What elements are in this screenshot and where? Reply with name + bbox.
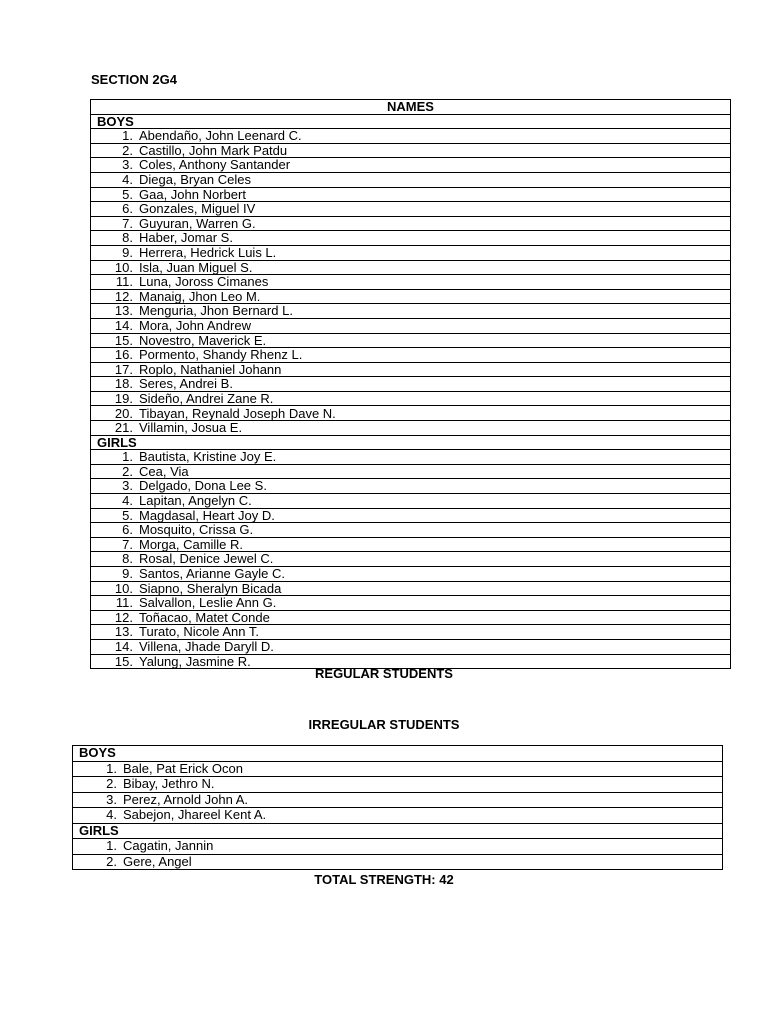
list-number: 2. <box>122 142 133 158</box>
student-entry <box>91 639 731 654</box>
student-entry <box>91 581 731 596</box>
student-name: Mora, John Andrew <box>139 317 252 333</box>
student-name: Bautista, Kristine Joy E. <box>139 449 277 465</box>
table-row <box>91 639 731 654</box>
student-name: Guyuran, Warren G. <box>139 215 256 231</box>
regular-students-table <box>90 99 731 669</box>
student-name: Sideño, Andrei Zane R. <box>139 390 274 406</box>
table-row <box>91 377 731 392</box>
student-entry <box>91 610 731 625</box>
student-entry <box>91 494 731 509</box>
table-row <box>91 625 731 640</box>
student-name: Bibay, Jethro N. <box>123 776 215 791</box>
table-row <box>91 275 731 290</box>
table-row <box>91 581 731 596</box>
regular-students-caption: REGULAR STUDENTS <box>315 666 453 681</box>
table-row <box>91 494 731 509</box>
list-number: 1. <box>106 838 117 853</box>
student-name: Salvallon, Leslie Ann G. <box>139 595 277 611</box>
list-number: 1. <box>106 760 117 776</box>
student-name: Diega, Bryan Celes <box>139 172 251 188</box>
table-row <box>91 348 731 363</box>
student-name: Abendaño, John Leenard C. <box>139 128 302 144</box>
student-entry <box>91 362 731 377</box>
student-name: Perez, Arnold John A. <box>123 791 249 807</box>
table-row <box>91 172 731 187</box>
list-number: 20. <box>114 405 133 421</box>
list-number: 12. <box>114 609 133 625</box>
student-name: Gere, Angel <box>123 853 192 869</box>
list-number: 2. <box>106 776 117 791</box>
student-entry <box>73 792 723 808</box>
student-name: Herrera, Hedrick Luis L. <box>139 244 277 260</box>
student-name: Cea, Via <box>139 463 189 479</box>
student-name: Villena, Jhade Daryll D. <box>139 639 274 655</box>
student-entry <box>73 761 723 777</box>
list-number: 5. <box>122 186 133 202</box>
student-name: Bale, Pat Erick Ocon <box>123 760 243 776</box>
table-row <box>91 610 731 625</box>
table-row <box>91 216 731 231</box>
list-number: 3. <box>106 791 117 807</box>
list-number: 2. <box>122 463 133 479</box>
table-row <box>73 792 723 808</box>
list-number: 8. <box>122 230 133 246</box>
names-header: NAMES <box>91 100 731 115</box>
student-name: Toñacao, Matet Conde <box>139 609 270 625</box>
student-name: Coles, Anthony Santander <box>139 157 291 173</box>
student-entry <box>91 289 731 304</box>
table-row <box>91 231 731 246</box>
list-number: 7. <box>122 536 133 552</box>
student-entry <box>91 143 731 158</box>
student-name: Mosquito, Crissa G. <box>139 522 254 538</box>
list-number: 17. <box>114 361 133 377</box>
table-row <box>91 421 731 436</box>
student-entry <box>91 202 731 217</box>
table-row <box>91 406 731 421</box>
list-number: 16. <box>114 347 133 363</box>
list-number: 15. <box>114 332 133 348</box>
table-row <box>73 839 723 855</box>
student-entry <box>91 464 731 479</box>
list-number: 21. <box>114 420 133 436</box>
student-entry <box>91 187 731 202</box>
student-name: Villamin, Josua E. <box>139 420 243 436</box>
student-name: Turato, Nicole Ann T. <box>139 624 259 640</box>
list-number: 1. <box>122 128 133 144</box>
student-entry <box>91 406 731 421</box>
list-number: 6. <box>122 201 133 217</box>
list-number: 4. <box>122 172 133 188</box>
student-entry <box>91 508 731 523</box>
student-name: Delgado, Dona Lee S. <box>139 478 267 494</box>
student-name: Manaig, Jhon Leo M. <box>139 288 261 304</box>
student-name: Isla, Juan Miguel S. <box>139 259 253 275</box>
student-entry <box>91 523 731 538</box>
student-name: Rosal, Denice Jewel C. <box>139 551 274 567</box>
table-row <box>91 187 731 202</box>
list-number: 10. <box>114 259 133 275</box>
student-entry <box>91 304 731 319</box>
student-name: Menguria, Jhon Bernard L. <box>139 303 293 319</box>
table-row <box>91 391 731 406</box>
list-number: 4. <box>122 493 133 509</box>
table-row <box>91 567 731 582</box>
list-number: 13. <box>114 303 133 319</box>
table-row <box>91 464 731 479</box>
list-number: 12. <box>114 288 133 304</box>
student-name: Gonzales, Miguel IV <box>139 201 256 217</box>
student-name: Yalung, Jasmine R. <box>139 653 251 669</box>
list-number: 18. <box>114 376 133 392</box>
list-number: 5. <box>122 507 133 523</box>
student-name: Lapitan, Angelyn C. <box>139 493 252 509</box>
list-number: 13. <box>114 624 133 640</box>
group-row-girls <box>73 823 723 839</box>
list-number: 10. <box>114 580 133 596</box>
student-name: Sabejon, Jhareel Kent A. <box>123 807 267 822</box>
table-row <box>91 508 731 523</box>
student-name: Magdasal, Heart Joy D. <box>139 507 275 523</box>
list-number: 14. <box>114 317 133 333</box>
student-name: Luna, Joross Cimanes <box>139 274 269 290</box>
table-row <box>91 260 731 275</box>
student-entry <box>91 479 731 494</box>
group-row-boys <box>73 746 723 762</box>
student-entry <box>73 839 723 855</box>
group-row-girls <box>91 435 731 450</box>
table-row <box>91 333 731 348</box>
table-row <box>91 143 731 158</box>
table-row <box>91 596 731 611</box>
boys-group-label: BOYS <box>73 746 723 762</box>
student-name: Novestro, Maverick E. <box>139 332 267 348</box>
student-entry <box>91 275 731 290</box>
student-entry <box>91 421 731 436</box>
table-header-row <box>91 100 731 115</box>
list-number: 9. <box>122 244 133 260</box>
table-row <box>91 289 731 304</box>
student-entry <box>91 231 731 246</box>
student-entry <box>91 172 731 187</box>
list-number: 19. <box>114 390 133 406</box>
table-row <box>91 318 731 333</box>
list-number: 11. <box>115 274 133 290</box>
student-entry <box>91 537 731 552</box>
group-row-boys <box>91 114 731 129</box>
student-entry <box>91 567 731 582</box>
table-row <box>91 537 731 552</box>
table-row <box>91 552 731 567</box>
student-entry <box>91 391 731 406</box>
student-name: Castillo, John Mark Patdu <box>139 142 288 158</box>
student-entry <box>91 158 731 173</box>
list-number: 1. <box>122 449 133 465</box>
student-name: Roplo, Nathaniel Johann <box>139 361 282 377</box>
student-entry <box>91 450 731 465</box>
table-row <box>91 479 731 494</box>
student-entry <box>73 854 723 870</box>
table-row <box>73 808 723 824</box>
student-name: Haber, Jomar S. <box>139 230 233 246</box>
student-name: Morga, Camille R. <box>139 536 244 552</box>
list-number: 6. <box>122 522 133 538</box>
girls-group-label: GIRLS <box>91 435 731 450</box>
student-entry <box>91 245 731 260</box>
student-entry <box>91 333 731 348</box>
table-row <box>91 202 731 217</box>
student-name: Seres, Andrei B. <box>139 376 233 392</box>
list-number: 14. <box>114 639 133 655</box>
list-number: 3. <box>122 478 133 494</box>
list-number: 7. <box>122 215 133 231</box>
student-entry <box>91 348 731 363</box>
student-entry <box>91 552 731 567</box>
irregular-students-table <box>72 745 723 870</box>
table-row <box>91 523 731 538</box>
list-number: 9. <box>122 566 133 582</box>
table-row <box>73 761 723 777</box>
student-name: Gaa, John Norbert <box>139 186 246 202</box>
irregular-students-caption: IRREGULAR STUDENTS <box>308 717 460 732</box>
student-entry <box>91 377 731 392</box>
list-number: 15. <box>114 653 133 669</box>
student-entry <box>91 216 731 231</box>
table-row <box>73 854 723 870</box>
table-row <box>91 158 731 173</box>
student-name: Tibayan, Reynald Joseph Dave N. <box>139 405 336 421</box>
table-row <box>91 304 731 319</box>
student-entry <box>91 129 731 144</box>
list-number: 3. <box>122 157 133 173</box>
table-row <box>91 245 731 260</box>
list-number: 4. <box>106 807 117 822</box>
list-number: 8. <box>122 551 133 567</box>
student-entry <box>73 808 723 824</box>
student-entry <box>73 777 723 793</box>
list-number: 11. <box>115 595 133 611</box>
student-name: Cagatin, Jannin <box>123 838 214 853</box>
table-row <box>73 777 723 793</box>
student-entry <box>91 625 731 640</box>
student-entry <box>91 596 731 611</box>
boys-group-label: BOYS <box>91 114 731 129</box>
girls-group-label: GIRLS <box>73 823 723 839</box>
student-name: Santos, Arianne Gayle C. <box>139 566 285 582</box>
table-row <box>91 362 731 377</box>
table-row <box>91 450 731 465</box>
student-name: Siapno, Sheralyn Bicada <box>139 580 282 596</box>
section-title: SECTION 2G4 <box>91 72 177 87</box>
total-strength: TOTAL STRENGTH: 42 <box>314 872 454 887</box>
list-number: 2. <box>106 853 117 869</box>
student-entry <box>91 318 731 333</box>
student-entry <box>91 260 731 275</box>
table-row <box>91 129 731 144</box>
student-name: Pormento, Shandy Rhenz L. <box>139 347 303 363</box>
